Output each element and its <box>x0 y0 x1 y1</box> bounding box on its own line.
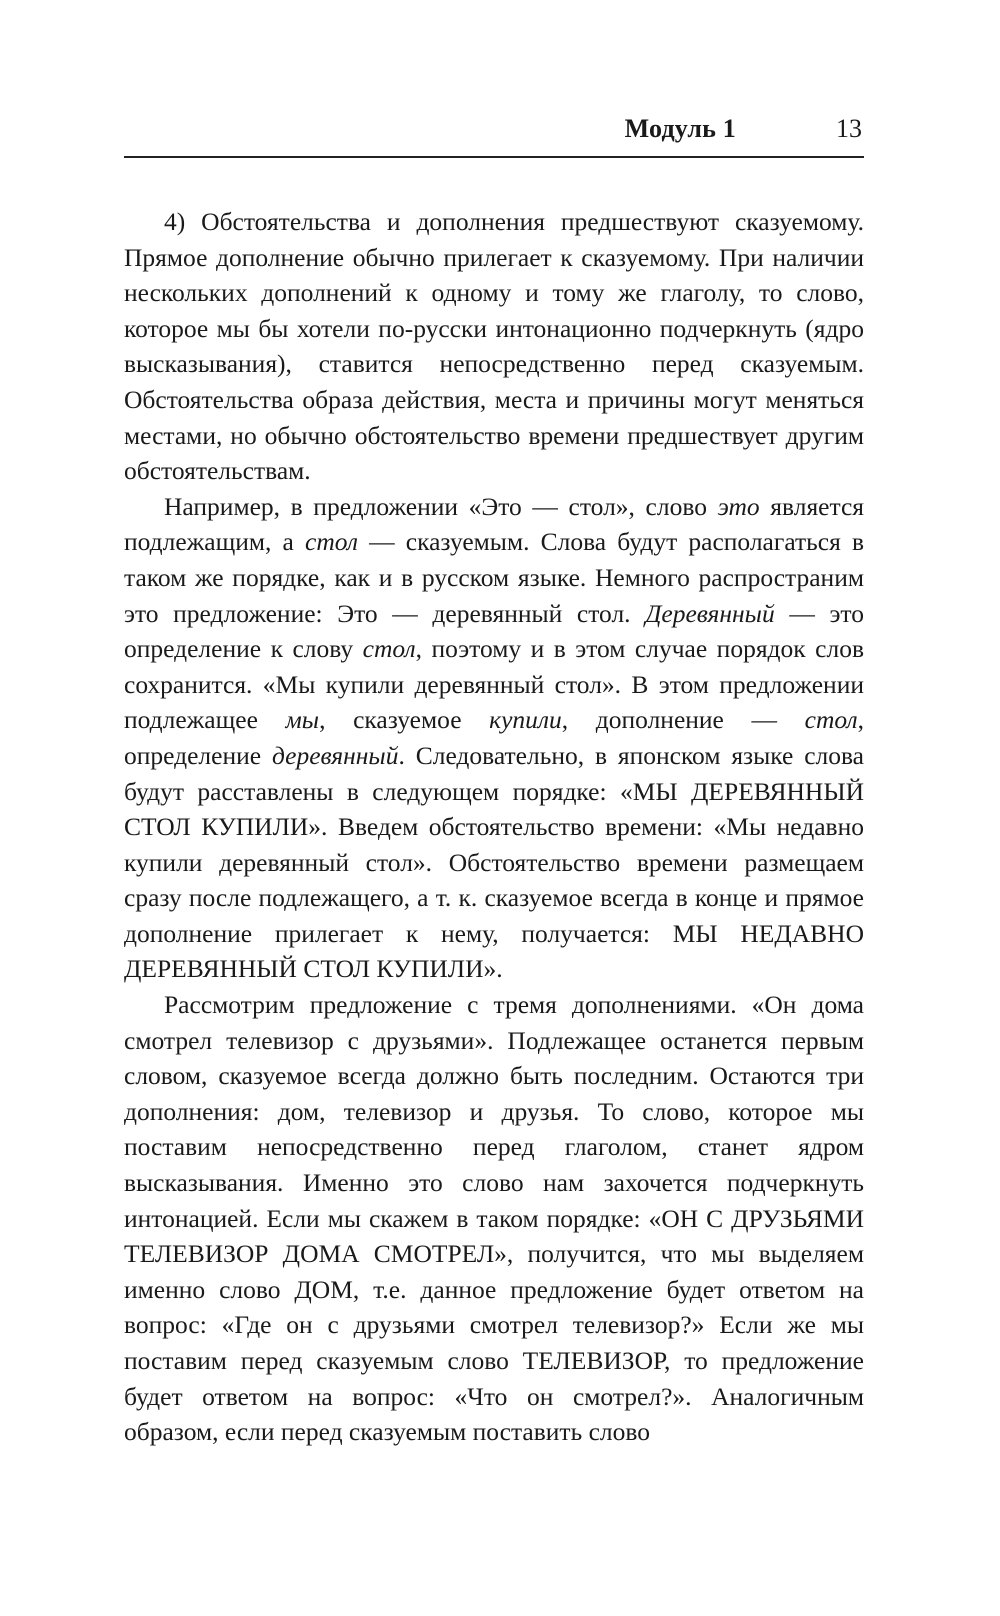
text-run: , сказуемое <box>319 705 490 735</box>
paragraph <box>124 987 864 1450</box>
italic-term: стол <box>362 634 416 664</box>
body-text <box>124 204 864 1450</box>
text-run: , поэтому и в этом случае порядок слов сохранится. «Мы купили деревянный стол». В этом предложении подлежащее <box>124 634 864 735</box>
italic-term: мы <box>285 705 320 735</box>
italic-term: стол <box>804 705 858 735</box>
italic-term: купили <box>489 705 562 735</box>
paragraph <box>124 204 864 489</box>
text-run: Например, в предложении «Это — стол», слово <box>164 491 718 521</box>
italic-term: это <box>717 491 760 521</box>
paragraph <box>124 489 864 987</box>
text-run: Рассмотрим предложение с тремя дополнениями. «Он дома смотрел телевизор с друзьями». Подлежащее останется первым словом, сказуемое всегда должно быть последним. Остаются три дополнения: дом, телевизор и друзья. То слово, которое мы поставим непосредственно перед глаголом, станет ядром высказывания. Именно это слово нам захочется подчеркнуть интонацией. Если мы скажем в таком порядке: «ОН С ДРУЗЬЯМИ ТЕЛЕВИЗОР ДОМА СМОТРЕЛ», получится, что мы выделяем именно слово ДОМ, т.е. данное предложение будет ответом на вопрос: «Где он с друзьями смотрел телевизор?» Если же мы поставим перед сказуемым слово ТЕЛЕВИЗОР, то предложение будет ответом на вопрос: «Что он смотрел?». Аналогичным образом, если перед сказуемым поставить слово <box>124 990 864 1447</box>
italic-term: деревянный <box>271 740 399 770</box>
text-run: , дополнение — <box>561 705 805 735</box>
italic-term: Деревянный <box>645 598 775 628</box>
running-header <box>124 110 864 158</box>
text-run: , определение <box>124 705 864 770</box>
text-run: 4) Обстоятельства и дополнения предшествуют сказуемому. Прямое дополнение обычно прилегает к сказуемому. При наличии нескольких дополнений к одному и тому же глаголу, то слово, которое мы бы хотели по-русски интонационно подчеркнуть (ядро высказывания), ставится непосредственно перед сказуемым. Обстоятельства образа действия, места и причины могут меняться местами, но обычно обстоятельство времени предшествует другим обстоятельствам. <box>124 207 864 486</box>
text-run: — сказуемым. Слова будут располагаться в таком же порядке, как и в русском языке. Немного распространим это предложение: Это — деревянный стол. <box>124 527 864 628</box>
text-run: — это определение к слову <box>124 598 864 664</box>
module-title: Модуль 1 <box>624 114 736 143</box>
text-run: является подлежащим, а <box>124 491 865 557</box>
text-run: . Следовательно, в японском языке слова будут расставлены в следующем порядке: «МЫ ДЕРЕВЯННЫЙ СТОЛ КУПИЛИ». Введем обстоятельство времени: «Мы недавно купили деревянный стол». Обстоятельство времени размещаем сразу после подлежащего, а т. к. сказуемое всегда в конце и прямое дополнение прилегает к нему, получается: МЫ НЕДАВНО ДЕРЕВЯННЫЙ СТОЛ КУПИЛИ». <box>124 740 865 984</box>
italic-term: стол <box>305 527 358 557</box>
page-number: 13 <box>836 114 862 143</box>
